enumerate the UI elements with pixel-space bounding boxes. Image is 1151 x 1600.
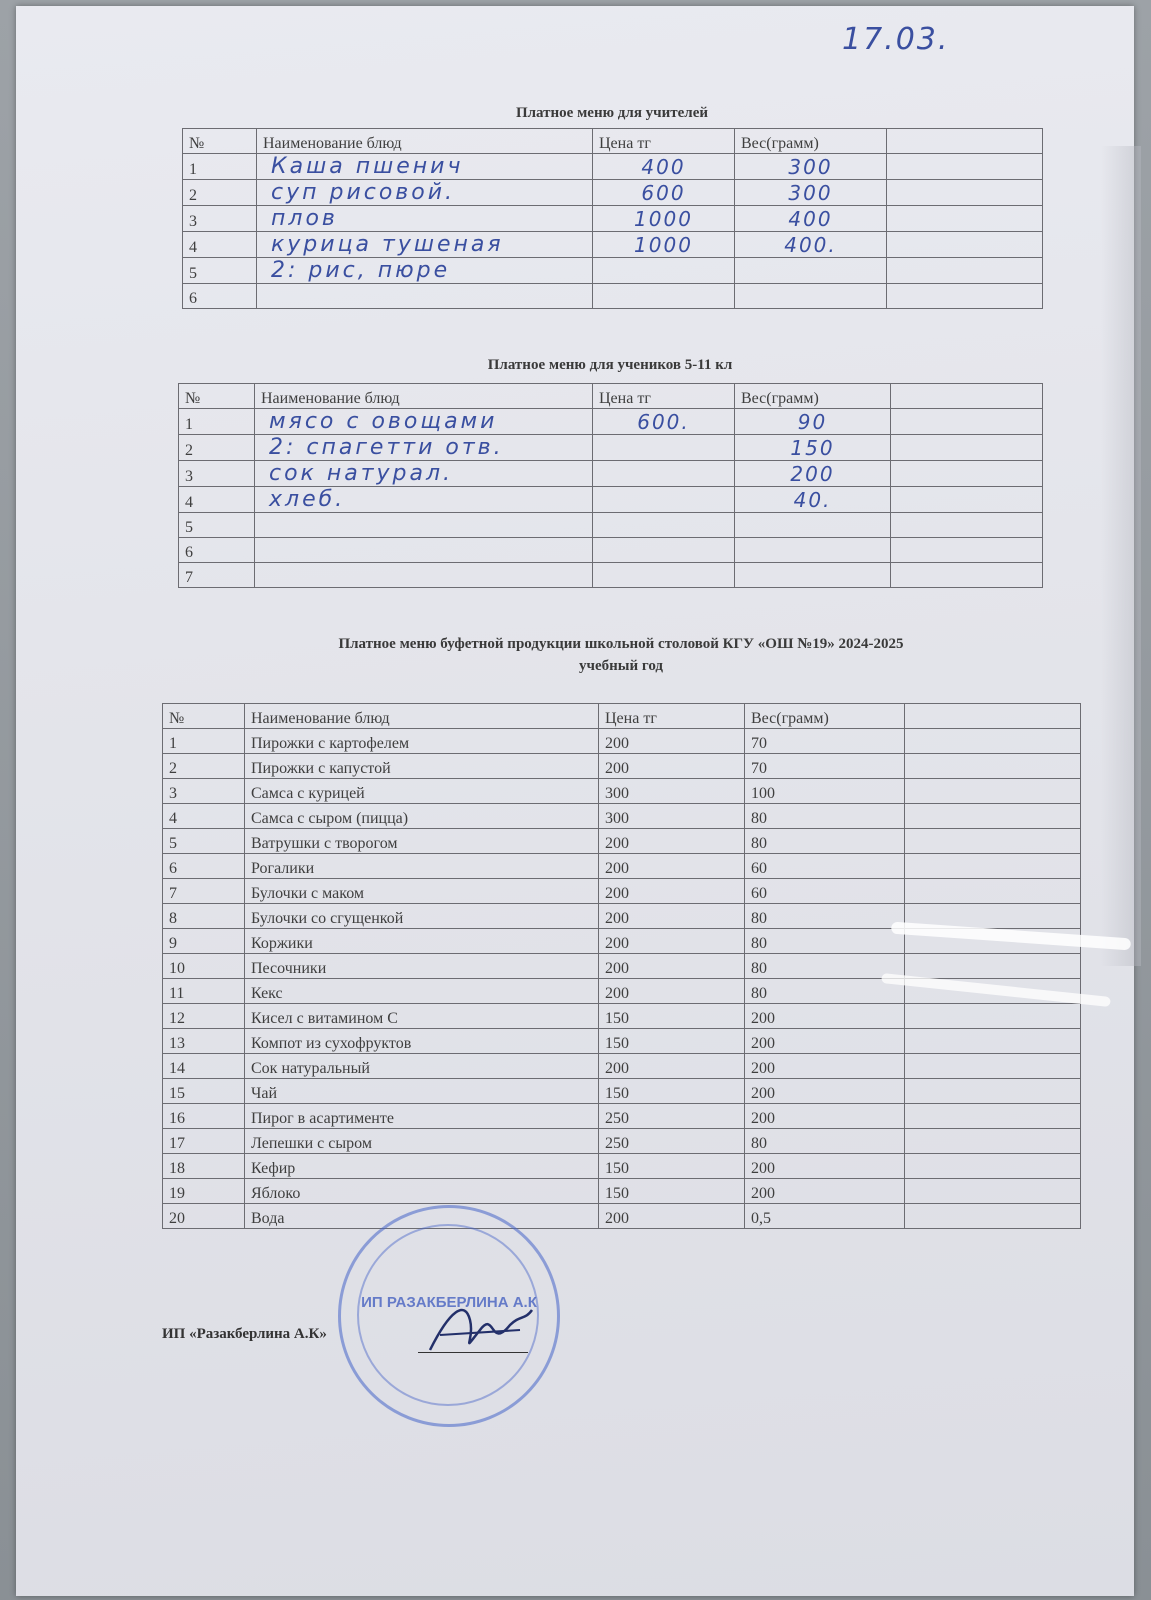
- table-cell: 300: [599, 779, 745, 804]
- table-cell: 200: [599, 904, 745, 929]
- table-cell: Коржики: [245, 929, 599, 954]
- teachers-menu-table: [182, 128, 1043, 309]
- table-row: [179, 409, 1043, 435]
- table-cell: 200: [745, 1054, 905, 1079]
- table-cell: Булочки со сгущенкой: [245, 904, 599, 929]
- table-cell: [593, 284, 735, 309]
- table-cell: 200: [599, 854, 745, 879]
- table-cell: 6: [179, 538, 255, 563]
- table-cell: [593, 513, 735, 538]
- table-cell: 200: [599, 729, 745, 754]
- table-cell: 60: [745, 879, 905, 904]
- table-cell: 250: [599, 1129, 745, 1154]
- table-cell: Ватрушки с творогом: [245, 829, 599, 854]
- table-cell: 200: [599, 954, 745, 979]
- table-cell: суп рисовой.: [257, 180, 593, 206]
- table-cell: 150: [599, 1154, 745, 1179]
- table-cell: [905, 1154, 1081, 1179]
- table-cell: Сок натуральный: [245, 1054, 599, 1079]
- table-cell: 150: [599, 1029, 745, 1054]
- table-cell: Кефир: [245, 1154, 599, 1179]
- students-menu-body: [179, 384, 1043, 588]
- teachers-menu-title: Платное меню для учителей: [515, 105, 709, 121]
- table-cell: [887, 258, 1043, 284]
- table-cell: мясо с овощами: [255, 409, 593, 435]
- table-cell: [891, 487, 1043, 513]
- table-header-row: [163, 704, 1081, 729]
- table-cell: 200: [745, 1029, 905, 1054]
- table-row: [163, 804, 1081, 829]
- table-cell: 2: рис, пюре: [257, 258, 593, 284]
- table-cell: 60: [745, 854, 905, 879]
- table-row: [163, 954, 1081, 979]
- table-cell: [255, 538, 593, 563]
- signature-label: ИП «Разакберлина А.К»: [162, 1326, 327, 1342]
- table-cell: 40.: [735, 487, 891, 513]
- table-row: [163, 1204, 1081, 1229]
- table-row: [163, 1129, 1081, 1154]
- table-cell: [255, 513, 593, 538]
- table-cell: 7: [179, 563, 255, 588]
- table-cell: Самса с курицей: [245, 779, 599, 804]
- table-cell: 1000: [593, 232, 735, 258]
- buffet-menu-table: [162, 703, 1081, 1229]
- table-cell: 80: [745, 829, 905, 854]
- table-cell: [593, 435, 735, 461]
- table-row: [179, 513, 1043, 538]
- table-cell: 200: [745, 1179, 905, 1204]
- table-header-row: [179, 384, 1043, 409]
- table-cell: [593, 258, 735, 284]
- table-cell: 200: [599, 754, 745, 779]
- table-cell: 70: [745, 729, 905, 754]
- table-cell: 200: [599, 979, 745, 1004]
- table-cell: сок натурал.: [255, 461, 593, 487]
- table-cell: 5: [183, 258, 257, 284]
- table-cell: [905, 854, 1081, 879]
- table-header-cell: [891, 384, 1043, 409]
- table-cell: 80: [745, 954, 905, 979]
- students-menu-table: [178, 383, 1043, 588]
- table-row: [183, 284, 1043, 309]
- table-cell: 600: [593, 180, 735, 206]
- table-cell: [255, 563, 593, 588]
- table-cell: 200: [599, 1054, 745, 1079]
- table-cell: 3: [163, 779, 245, 804]
- table-row: [163, 1029, 1081, 1054]
- buffet-menu-title-line1: Платное меню буфетной продукции школьной столовой КГУ «ОШ №19» 2024-2025: [338, 636, 904, 652]
- table-cell: 11: [163, 979, 245, 1004]
- table-row: [163, 779, 1081, 804]
- table-cell: 2: [179, 435, 255, 461]
- table-header-cell: Наименование блюд: [245, 704, 599, 729]
- table-row: [163, 729, 1081, 754]
- table-cell: 200: [599, 929, 745, 954]
- table-row: [179, 435, 1043, 461]
- table-cell: 400.: [735, 232, 887, 258]
- table-cell: [891, 538, 1043, 563]
- table-cell: 14: [163, 1054, 245, 1079]
- table-cell: [905, 779, 1081, 804]
- table-row: [163, 1104, 1081, 1129]
- table-cell: [905, 1104, 1081, 1129]
- table-row: [183, 154, 1043, 180]
- table-cell: Лепешки с сыром: [245, 1129, 599, 1154]
- table-cell: 70: [745, 754, 905, 779]
- table-row: [183, 232, 1043, 258]
- table-cell: [905, 1179, 1081, 1204]
- table-cell: 12: [163, 1004, 245, 1029]
- table-cell: 200: [599, 879, 745, 904]
- table-cell: 1: [179, 409, 255, 435]
- table-cell: [905, 829, 1081, 854]
- table-cell: [887, 180, 1043, 206]
- table-cell: 16: [163, 1104, 245, 1129]
- students-menu-title: Платное меню для учеников 5-11 кл: [487, 357, 733, 373]
- table-cell: 19: [163, 1179, 245, 1204]
- buffet-menu-title-line2: учебный год: [579, 658, 663, 674]
- table-cell: 400: [735, 206, 887, 232]
- table-cell: [891, 461, 1043, 487]
- table-row: [163, 879, 1081, 904]
- table-cell: [735, 563, 891, 588]
- table-cell: 15: [163, 1079, 245, 1104]
- table-cell: Самса с сыром (пицца): [245, 804, 599, 829]
- table-header-cell: Цена тг: [599, 704, 745, 729]
- table-row: [163, 829, 1081, 854]
- teachers-menu-body: [183, 129, 1043, 309]
- table-cell: Кисел с витамином С: [245, 1004, 599, 1029]
- table-cell: 80: [745, 979, 905, 1004]
- table-cell: [735, 513, 891, 538]
- table-cell: [905, 1204, 1081, 1229]
- table-cell: Чай: [245, 1079, 599, 1104]
- table-cell: 4: [163, 804, 245, 829]
- table-cell: 2: [163, 754, 245, 779]
- table-cell: [905, 754, 1081, 779]
- table-row: [179, 538, 1043, 563]
- table-cell: 6: [163, 854, 245, 879]
- table-cell: 1: [183, 154, 257, 180]
- table-cell: [257, 284, 593, 309]
- table-header-cell: Цена тг: [593, 384, 735, 409]
- table-cell: [891, 409, 1043, 435]
- table-cell: Вода: [245, 1204, 599, 1229]
- table-cell: 80: [745, 804, 905, 829]
- table-cell: 13: [163, 1029, 245, 1054]
- table-cell: [905, 1079, 1081, 1104]
- table-cell: 10: [163, 954, 245, 979]
- table-row: [183, 180, 1043, 206]
- table-cell: Песочники: [245, 954, 599, 979]
- handwritten-signature: [420, 1290, 540, 1370]
- table-header-cell: Вес(грамм): [735, 129, 887, 154]
- table-row: [183, 206, 1043, 232]
- table-header-cell: №: [163, 704, 245, 729]
- table-cell: 1: [163, 729, 245, 754]
- table-row: [163, 1079, 1081, 1104]
- table-row: [179, 487, 1043, 513]
- paper-fold: [1101, 146, 1141, 966]
- table-cell: 6: [183, 284, 257, 309]
- table-cell: [887, 206, 1043, 232]
- table-header-cell: №: [179, 384, 255, 409]
- table-row: [163, 854, 1081, 879]
- table-cell: [891, 435, 1043, 461]
- table-cell: 100: [745, 779, 905, 804]
- table-cell: 300: [735, 180, 887, 206]
- table-cell: 150: [599, 1179, 745, 1204]
- table-cell: 200: [735, 461, 891, 487]
- table-cell: 7: [163, 879, 245, 904]
- table-cell: [905, 1054, 1081, 1079]
- table-header-cell: [905, 704, 1081, 729]
- table-cell: Рогалики: [245, 854, 599, 879]
- table-cell: Пирог в асартименте: [245, 1104, 599, 1129]
- table-cell: 5: [179, 513, 255, 538]
- table-cell: курица тушеная: [257, 232, 593, 258]
- table-cell: [735, 538, 891, 563]
- table-cell: [905, 1004, 1081, 1029]
- buffet-menu-body: [163, 704, 1081, 1229]
- table-row: [163, 1179, 1081, 1204]
- table-cell: [905, 1129, 1081, 1154]
- table-row: [163, 1004, 1081, 1029]
- table-cell: 300: [599, 804, 745, 829]
- table-cell: [735, 258, 887, 284]
- table-cell: Компот из сухофруктов: [245, 1029, 599, 1054]
- table-cell: 0,5: [745, 1204, 905, 1229]
- table-cell: [905, 954, 1081, 979]
- table-cell: 9: [163, 929, 245, 954]
- table-cell: 200: [599, 1204, 745, 1229]
- table-header-cell: Цена тг: [593, 129, 735, 154]
- table-cell: [593, 487, 735, 513]
- table-cell: 250: [599, 1104, 745, 1129]
- table-cell: [905, 729, 1081, 754]
- table-cell: 80: [745, 1129, 905, 1154]
- table-cell: 300: [735, 154, 887, 180]
- table-cell: 80: [745, 904, 905, 929]
- table-header-cell: Вес(грамм): [735, 384, 891, 409]
- table-cell: Булочки с маком: [245, 879, 599, 904]
- table-cell: [735, 284, 887, 309]
- table-cell: 400: [593, 154, 735, 180]
- table-row: [163, 754, 1081, 779]
- table-cell: 200: [745, 1154, 905, 1179]
- table-cell: 4: [183, 232, 257, 258]
- table-header-cell: Вес(грамм): [745, 704, 905, 729]
- table-cell: 4: [179, 487, 255, 513]
- table-cell: [905, 1029, 1081, 1054]
- table-cell: [887, 284, 1043, 309]
- table-cell: Кекс: [245, 979, 599, 1004]
- stamp-text: ИП РАЗАКБЕРЛИНА А.К: [361, 1294, 537, 1311]
- table-cell: 80: [745, 929, 905, 954]
- table-cell: [905, 879, 1081, 904]
- table-cell: 150: [599, 1004, 745, 1029]
- table-row: [163, 1054, 1081, 1079]
- table-cell: [593, 538, 735, 563]
- table-cell: 20: [163, 1204, 245, 1229]
- table-cell: хлеб.: [255, 487, 593, 513]
- table-cell: 200: [599, 829, 745, 854]
- table-cell: 8: [163, 904, 245, 929]
- table-cell: 150: [599, 1079, 745, 1104]
- table-cell: 17: [163, 1129, 245, 1154]
- table-cell: [891, 563, 1043, 588]
- table-cell: Пирожки с картофелем: [245, 729, 599, 754]
- table-header-cell: Наименование блюд: [257, 129, 593, 154]
- table-cell: [593, 461, 735, 487]
- table-cell: 2: спагетти отв.: [255, 435, 593, 461]
- table-cell: плов: [257, 206, 593, 232]
- table-cell: 90: [735, 409, 891, 435]
- table-row: [179, 563, 1043, 588]
- table-cell: [887, 232, 1043, 258]
- table-row: [163, 1154, 1081, 1179]
- table-cell: [887, 154, 1043, 180]
- table-cell: 150: [735, 435, 891, 461]
- table-cell: 200: [745, 1104, 905, 1129]
- table-cell: Каша пшенич: [257, 154, 593, 180]
- handwritten-date: 17.03.: [842, 22, 950, 57]
- buffet-menu-title: [162, 633, 1080, 677]
- table-header-row: [183, 129, 1043, 154]
- table-cell: 200: [745, 1079, 905, 1104]
- table-cell: 3: [179, 461, 255, 487]
- table-cell: 18: [163, 1154, 245, 1179]
- table-header-cell: Наименование блюд: [255, 384, 593, 409]
- table-row: [179, 461, 1043, 487]
- table-cell: 3: [183, 206, 257, 232]
- table-cell: [593, 563, 735, 588]
- table-cell: 600.: [593, 409, 735, 435]
- table-cell: [891, 513, 1043, 538]
- table-cell: Пирожки с капустой: [245, 754, 599, 779]
- table-cell: 5: [163, 829, 245, 854]
- table-header-cell: №: [183, 129, 257, 154]
- table-row: [183, 258, 1043, 284]
- table-header-cell: [887, 129, 1043, 154]
- table-cell: [905, 804, 1081, 829]
- table-cell: 2: [183, 180, 257, 206]
- table-cell: 200: [745, 1004, 905, 1029]
- table-cell: Яблоко: [245, 1179, 599, 1204]
- table-cell: 1000: [593, 206, 735, 232]
